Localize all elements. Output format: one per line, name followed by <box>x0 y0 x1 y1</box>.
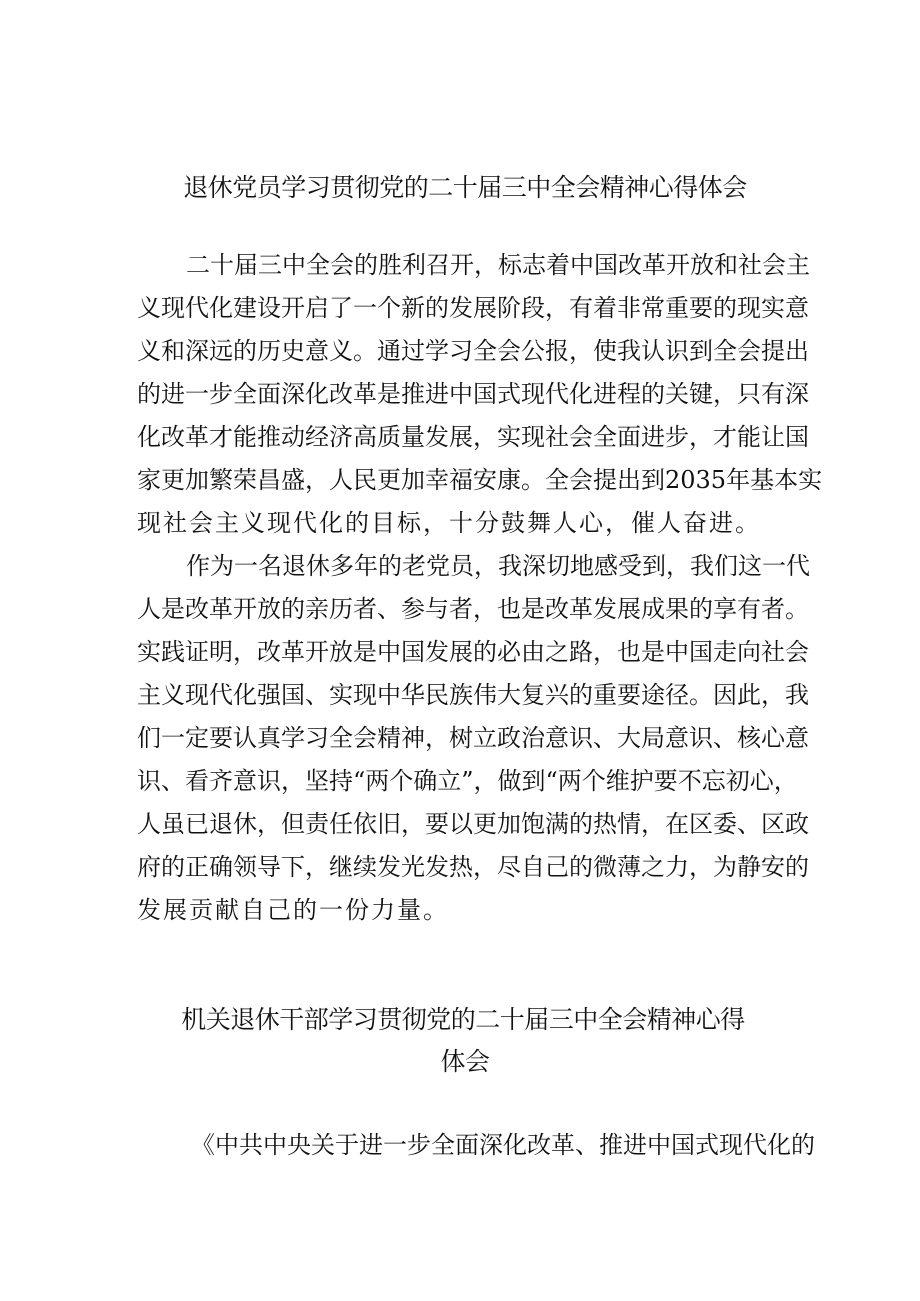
paragraph-line: 人是改革开放的亲历者、参与者，也是改革发展成果的享有者。 <box>137 595 809 623</box>
paragraph-line: 二十届三中全会的胜利召开，标志着中国改革开放和社会主 <box>186 251 810 279</box>
paragraph-line: 的进一步全面深化改革是推进中国式现代化进程的关键，只有深 <box>137 380 809 408</box>
paragraph-line: 识、看齐意识，坚持“两个确立”，做到“两个维护要不忘初心， <box>137 767 798 795</box>
article-title-2-line: 机关退休干部学习贯彻党的二十届三中全会精神心得 <box>181 1005 745 1034</box>
paragraph-line: 府的正确领导下，继续发光发热，尽自己的微薄之力，为静安的 <box>137 853 809 881</box>
paragraph-line: 家更加繁荣昌盛，人民更加幸福安康。全会提出到2035年基本实 <box>137 466 823 494</box>
paragraph-line: 义现代化建设开启了一个新的发展阶段，有着非常重要的现实意 <box>137 294 809 322</box>
paragraph-line: 实践证明，改革开放是中国发展的必由之路，也是中国走向社会 <box>137 638 809 666</box>
paragraph-line: 们一定要认真学习全会精神，树立政治意识、大局意识、核心意 <box>137 724 809 752</box>
paragraph-line: 现社会主义现代化的目标，十分鼓舞人心，催人奋进。 <box>137 509 761 537</box>
paragraph-line: 作为一名退休多年的老党员，我深切地感受到，我们这一代 <box>186 552 810 580</box>
article-title-1: 退休党员学习贯彻党的二十届三中全会精神心得体会 <box>183 173 747 202</box>
paragraph-line: 发展贡献自己的一份力量。 <box>137 896 449 924</box>
paragraph-line: 主义现代化强国、实现中华民族伟大复兴的重要途径。因此，我 <box>137 681 809 709</box>
article-title-2-line: 体会 <box>440 1047 490 1076</box>
paragraph-line: 《中共中央关于进一步全面深化改革、推进中国式现代化的 <box>191 1131 815 1159</box>
paragraph-line: 化改革才能推动经济高质量发展，实现社会全面进步，才能让国 <box>137 423 809 451</box>
paragraph-line: 义和深远的历史意义。通过学习全会公报，使我认识到全会提出 <box>137 337 809 365</box>
paragraph-line: 人虽已退休，但责任依旧，要以更加饱满的热情，在区委、区政 <box>137 810 809 838</box>
